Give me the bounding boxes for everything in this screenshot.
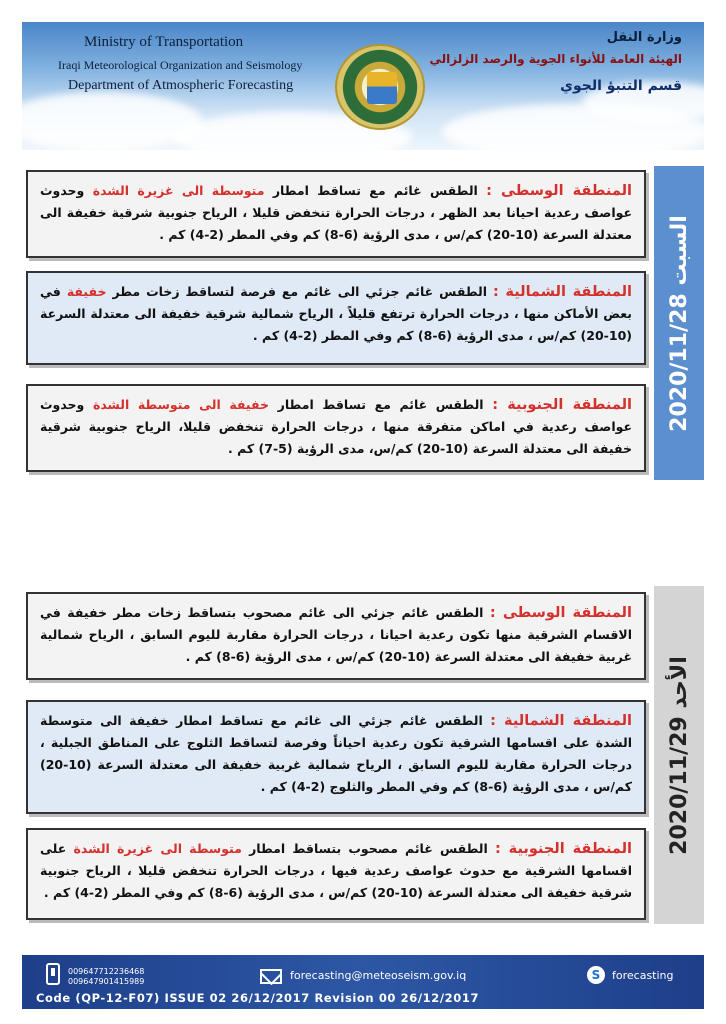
forecast-text: وحدوث عواصف رعدية في اماكن متفرقة منها ، درجات الحرارة تنخفض قليلا، الرياح جنوبية شرقية خفيفة الى معتدلة السرعة (10-20) كم/س، مدى الرؤية (5-7) كم . [40,397,632,456]
date-bar-day-2 [654,586,704,924]
forecast-text: الطقس غائم مع تساقط امطار [277,397,484,412]
date-label: الأحد 2020/11/29 [666,655,692,855]
forecast-text: الطقس غائم مع تساقط امطار [272,183,478,198]
forecast-text: وحدوث عواصف رعدية احيانا بعد الظهر ، درجات الحرارة تنخفض قليلا ، الرياح جنوبية شرقية خفيفة الى معتدلة السرعة (10-20) كم/س ، مدى الرؤية (6-8) كم وفي المطر (2-4) كم . [40,183,632,242]
document-code: Code (QP-12-F07) ISSUE 02 26/12/2017 Revision 00 26/12/2017 [36,991,480,1005]
forecast-text: على اقسامها الشرقية مع حدوث عواصف رعدية فيها ، درجات الحرارة تنخفض قليلا ، الرياح جنوبية شرقية خفيفة الى معتدلة السرعة (10-20) كم/س ، مدى الرؤية (6-8) كم وفي المطر (2-4) كم . [40,841,632,900]
header-banner [22,22,704,150]
forecast-text: الطقس غائم جزئي الى غائم مع تساقط امطار خفيفة الى متوسطة الشدة على اقسامها الشرقية تكون رعدية احياناً وفرصة لتساقط الثلوج على المناطق الجبلية ، درجات الحرارة مقاربة لليوم السابق ، الرياح شمالية غربية خفيفة الى معتدلة السرعة (10-20) كم/س ، مدى الرؤية (6-8) كم وفي المطر والثلوج (2-4) كم . [40,713,632,794]
region-name: المنطقة الشمالية : [490,713,632,729]
organization-title-ar: الهيئة العامة للأنواء الجوية والرصد الزلزالي [429,52,682,66]
organization-title-en: Iraqi Meteorological Organization and Seismology [58,58,303,72]
forecast-region-south [26,384,646,472]
forecast-text: الطقس غائم مصحوب بتساقط امطار [249,841,488,856]
forecast-highlight: متوسطة الى غزيرة الشدة [73,841,242,856]
date-label: السبت 2020/11/28 [666,214,692,432]
phone-icon [46,963,60,985]
forecast-highlight: متوسطة الى غزيرة الشدة [92,183,265,198]
phone-number: 009647901415989 [68,977,145,986]
region-name: المنطقة الجنوبية : [494,841,633,857]
forecast-text: في بعض الأماكن منها ، درجات الحرارة ترتفع قليلاً ، الرياح شمالية شرقية خفيفة الى معتدلة السرعة (10-20) كم/س ، مدى الرؤية (6-8) كم وفي المطر (2-4) كم . [40,284,632,343]
date-bar-day-1 [654,166,704,480]
region-name: المنطقة الوسطى : [489,605,632,621]
forecast-region-north [26,271,646,365]
region-name: المنطقة الشمالية : [492,284,632,300]
forecast-highlight: خفيفة الى متوسطة الشدة [92,397,270,412]
phone-numbers [68,967,144,987]
forecast-region-central [26,170,646,258]
organization-logo [335,44,425,130]
forecast-region-central [26,592,646,680]
forecast-text: الطقس غائم جزئي الى غائم مع فرصة لتساقط زخات مطر [112,284,487,299]
email-address[interactable]: forecasting@meteoseism.gov.iq [290,969,467,982]
forecast-region-south [26,828,646,920]
skype-handle: forecasting [612,969,674,982]
envelope-icon [260,969,282,984]
footer-bar [22,955,704,1009]
phone-number: 009647712236468 [68,967,145,976]
skype-icon: S [587,966,605,984]
logo-emblem-icon [367,72,397,104]
region-name: المنطقة الوسطى : [486,183,632,199]
forecast-text: الطقس غائم جزئي الى غائم مصحوب بتساقط زخات مطر خفيفة في الاقسام الشرقية منها تكون رعدية احيانا ، درجات الحرارة مقاربة لليوم السابق ، الرياح شمالية غربية خفيفة الى معتدلة السرعة (10-20) كم/س ، مدى الرؤية (6-8) كم . [40,605,632,664]
department-title-ar: قسم التنبؤ الجوي [560,78,682,94]
forecast-highlight: خفيفة [66,284,107,299]
region-name: المنطقة الجنوبية : [492,397,632,413]
forecast-region-north [26,700,646,814]
ministry-title-ar: وزارة النقل [606,30,682,45]
ministry-title-en: Ministry of Transportation [84,34,244,50]
department-title-en: Department of Atmospheric Forecasting [68,78,294,93]
